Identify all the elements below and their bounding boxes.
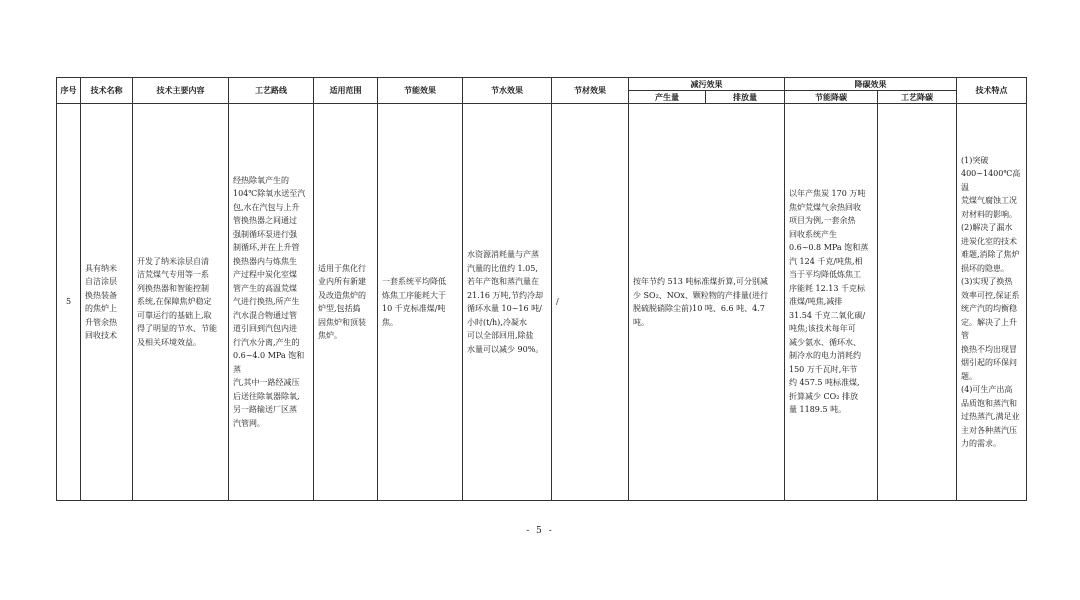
header-process-carbon: 工艺降碳	[878, 91, 957, 104]
header-emission: 排放量	[706, 91, 785, 104]
carbon-text: 以年产焦炭 170 万吨 焦炉荒煤气余热回收 项目为例,一套余热 回收系统产生 0.6~0.8 MPa 饱和蒸 汽 124 千克/吨焦,相 当于平均降低炼焦工 序能耗 12.13 千克标 准煤/吨焦,减排 31.54 千克二氧化碳/ 吨焦;该技术每年可 减少氨水、循环水、 制冷水的电力消耗约 150 万千瓦时,年节 约 457.5 吨标准煤, 折算减少 CO₂ 排放 量 1189.5 吨。	[789, 189, 869, 415]
process-text: 经热除氧产生的 104℃除氧水送至汽 包,水在汽包与上升 管换热器之间通过 强制循环泵进行强 制循环,并在上升管 换热器内与炼焦生 产过程中炭化室煤 管产生的高温荒煤 气进行换热,所产生 汽水混合物通过管 道引回到汽包内进 行汽水分离,产生的 0.6~4.0 MPa 饱和蒸 汽,其中一路经减压 后送往除氧器除氧, 另一路输送厂区蒸 汽管网。	[233, 175, 306, 428]
header-energy: 节能效果	[378, 78, 463, 104]
name-text: 具有纳米 自洁涂层 换热装备 的焦炉上 升管余热 回收技术	[85, 263, 117, 340]
content-text: 开发了纳米涂层自清 洁荒煤气专用等一系 列换热器和智能控制 系统,在保障焦炉稳定 可靠运行的基础上,取 得了明显的节水、节能 及相关环境效益。	[137, 256, 217, 347]
cell-name	[81, 104, 133, 501]
header-pollution-group: 减污效果	[629, 78, 785, 91]
cell-process	[229, 104, 314, 501]
header-name: 技术名称	[81, 78, 133, 104]
scope-text: 适用于焦化行 业内所有新建 及改造焦炉的 炉型,包括捣 固焦炉和顶装 焦炉。	[318, 263, 366, 340]
features-text: (1)突破 400~1400℃高温 荒煤气腐蚀工况 对材料的影响。 (2)解决了漏水 进炭化室的技术 难题,消除了焦炉 损坏的隐患。 (3)实现了换热 效率可控,保证系 统产汽的均衡稳 定。解决了上升管 换热不均出现冒 烟引起的环保问 题。 (4)可生产出高 品质饱和蒸汽和 过热蒸汽,满足业 主对各种蒸汽压 力的需求。	[961, 155, 1021, 448]
header-content: 技术主要内容	[133, 78, 229, 104]
header-row	[57, 78, 1027, 91]
header-features: 技术特点	[957, 78, 1027, 104]
technology-table	[56, 77, 1027, 501]
cell-pollution	[629, 104, 785, 501]
material-text: /	[556, 297, 559, 307]
header-material: 节材效果	[552, 78, 629, 104]
cell-seq	[57, 104, 81, 501]
page-number: - 5 -	[526, 526, 554, 536]
energy-text: 一套系统平均降低 炼焦工序能耗大于 10 千克标准煤/吨 焦。	[382, 277, 446, 327]
cell-scope	[314, 104, 378, 501]
cell-energy	[378, 104, 463, 501]
header-scope: 适用范围	[314, 78, 378, 104]
cell-material	[552, 104, 629, 501]
water-text: 水资源消耗量与产蒸 汽量的比值约 1.05, 若年产饱和蒸汽量在 21.16 万吨,节约冷却 循环水量 10~16 吨/ 小时(t/h),冷凝水 可以全部回用,除盐 水量可以减少 90%。	[467, 250, 544, 354]
header-process: 工艺路线	[229, 78, 314, 104]
table-row	[57, 104, 1027, 501]
cell-content	[133, 104, 229, 501]
cell-features	[957, 104, 1027, 501]
cell-process-carbon	[878, 104, 957, 501]
header-produce: 产生量	[629, 91, 706, 104]
header-carbon-group: 降碳效果	[785, 78, 957, 91]
header-energy-carbon: 节能降碳	[785, 91, 878, 104]
cell-carbon	[785, 104, 878, 501]
pollution-text: 按年节约 513 吨标准煤折算,可分别减 少 SO₂、NOx、颗粒物的产排量(进行 脱硫脱硝除尘前)10 吨、6.6 吨、4.7 吨。	[633, 277, 768, 327]
header-water: 节水效果	[463, 78, 552, 104]
header-seq: 序号	[57, 78, 81, 104]
seq-text: 5	[65, 297, 72, 307]
cell-water	[463, 104, 552, 501]
